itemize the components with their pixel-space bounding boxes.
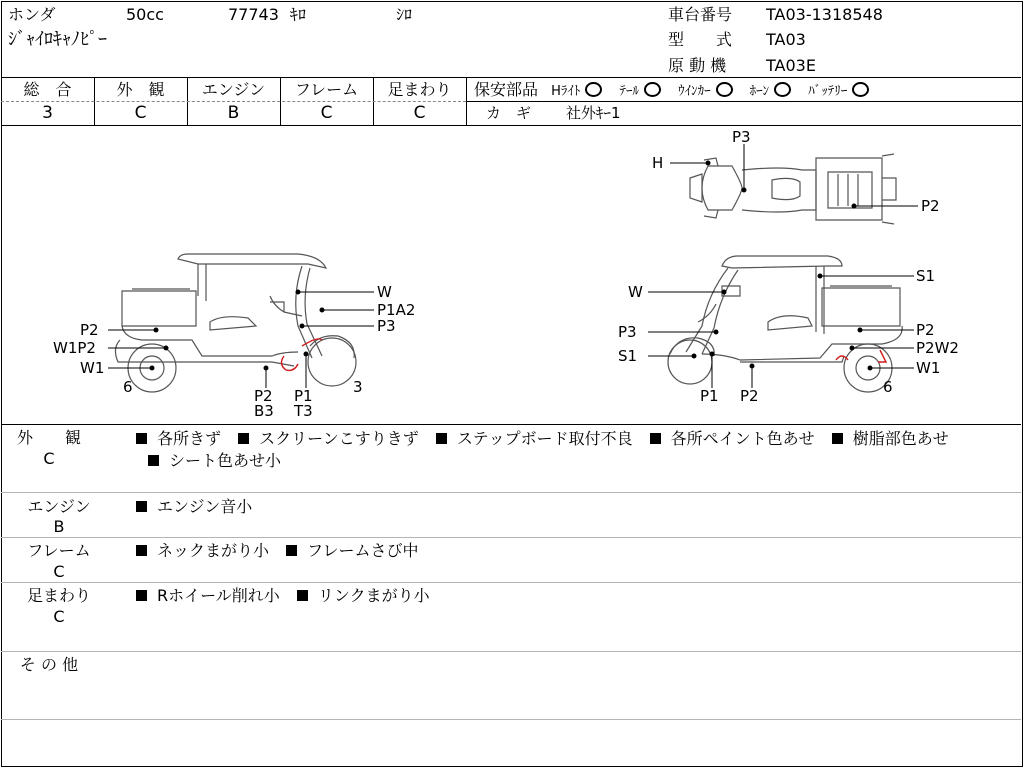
suspension-label: 足まわり xyxy=(387,80,452,99)
horn-label: ﾎｰﾝ xyxy=(749,84,770,99)
key-value: 社外ｷｰ1 xyxy=(566,104,621,122)
defect-text: リンクまがり小 xyxy=(317,586,430,605)
section-exterior-name: 外 観 xyxy=(16,428,81,447)
diagram-label: P3 xyxy=(618,323,637,341)
diagram-label: T3 xyxy=(294,402,313,420)
bullet-square-icon xyxy=(136,545,147,556)
diagram-label: W1P2 xyxy=(53,339,96,357)
ok-circle-icon xyxy=(585,82,602,97)
grade-mid-rule xyxy=(1,101,466,102)
defect-text: 各所きず xyxy=(157,429,222,448)
maker-name: ホンダ xyxy=(8,5,56,24)
ok-circle-icon xyxy=(716,82,733,97)
section-divider xyxy=(1,651,1021,652)
bullet-square-icon xyxy=(148,455,159,466)
top-view-scooter xyxy=(690,154,896,224)
bullet-square-icon xyxy=(436,433,447,444)
section-engine-name: エンジン xyxy=(27,497,91,516)
defect-item xyxy=(226,429,419,448)
defect-item xyxy=(638,429,815,448)
safety-parts-row xyxy=(474,80,869,102)
defect-text: Rホイール削れ小 xyxy=(157,586,280,605)
defect-text: ステップボード取付不良 xyxy=(456,429,633,448)
defect-item xyxy=(136,429,221,448)
headlight-label: Hﾗｲﾄ xyxy=(551,84,581,99)
diagram-label: W1 xyxy=(80,359,105,377)
horn-check xyxy=(750,80,792,102)
diagram-label: P1 xyxy=(294,387,313,405)
defect-item xyxy=(424,429,633,448)
winker-check xyxy=(678,80,733,102)
mileage-unit: ｷﾛ xyxy=(290,5,307,24)
ok-circle-icon xyxy=(644,82,661,97)
headlight-check xyxy=(551,80,602,102)
bullet-square-icon xyxy=(136,501,147,512)
safety-parts-label: 保安部品 xyxy=(474,80,539,99)
battery-label: ﾊﾞｯﾃﾘｰ xyxy=(808,84,848,99)
defect-text: 各所ペイント色あせ xyxy=(670,429,815,448)
defect-text: 樹脂部色あせ xyxy=(852,429,949,448)
engine-code-label: 原 動 機 xyxy=(668,56,727,75)
engine-defects xyxy=(136,496,1016,518)
engine-code: TA03E xyxy=(766,56,816,75)
bullet-square-icon xyxy=(297,590,308,601)
ok-circle-icon xyxy=(774,82,791,97)
section-suspension-grade: C xyxy=(53,607,65,626)
exterior-label: 外 観 xyxy=(116,80,165,99)
section-frame-grade: C xyxy=(53,562,65,581)
frame-label: フレーム xyxy=(294,80,359,99)
diagram-label: P2 xyxy=(921,197,940,215)
side-view-left-scooter xyxy=(115,254,356,392)
diagram-label: P3 xyxy=(377,317,396,335)
header-rule xyxy=(1,77,1021,78)
section-other-name: そ の 他 xyxy=(19,655,79,674)
bullet-square-icon xyxy=(238,433,249,444)
displacement: 50cc xyxy=(126,5,164,24)
defect-text: フレームさび中 xyxy=(307,541,419,560)
section-frame-name: フレーム xyxy=(27,541,91,560)
defect-text: エンジン音小 xyxy=(157,497,253,516)
engine-label: エンジン xyxy=(201,80,266,99)
diagram-label: W xyxy=(628,283,643,301)
diagram-label: P2 xyxy=(916,321,935,339)
section-divider xyxy=(1,582,1021,583)
diagram-label: P2W2 xyxy=(916,339,959,357)
frame-number-label: 車台番号 xyxy=(668,5,733,24)
diagram-label: H xyxy=(652,154,664,172)
diagram-label: 3 xyxy=(353,378,363,396)
damage-mark-right xyxy=(836,350,886,362)
defect-item xyxy=(136,586,280,605)
taillight-check xyxy=(619,80,661,102)
defect-item xyxy=(820,429,949,448)
model-code-label: 型 式 xyxy=(668,30,733,49)
bullet-square-icon xyxy=(650,433,661,444)
winker-label: ｳｲﾝｶｰ xyxy=(678,84,711,99)
frame-grade: C xyxy=(320,103,333,123)
diagram-bottom-rule xyxy=(1,424,1021,425)
diagram-label: B3 xyxy=(254,402,274,420)
section-exterior-grade: C xyxy=(43,449,55,468)
frame-number: TA03-1318548 xyxy=(766,5,883,24)
suspension-defects xyxy=(136,585,1016,607)
diagram-label: 6 xyxy=(883,378,893,396)
body-color: ｼﾛ xyxy=(396,5,413,24)
bullet-square-icon xyxy=(832,433,843,444)
diagram-label: P2 xyxy=(254,387,273,405)
section-divider xyxy=(1,537,1021,538)
defect-item xyxy=(136,497,252,516)
section-engine-grade: B xyxy=(53,517,65,536)
overall-grade: 3 xyxy=(42,103,53,123)
defect-item xyxy=(136,451,281,470)
diagram-label: P1A2 xyxy=(377,301,416,319)
taillight-label: ﾃｰﾙ xyxy=(619,84,639,99)
bullet-square-icon xyxy=(136,590,147,601)
mileage xyxy=(228,5,306,25)
defect-text: シート色あせ小 xyxy=(169,451,282,470)
frame-defects xyxy=(136,540,1016,562)
diagram-label: S1 xyxy=(916,267,936,285)
diagram-label: P2 xyxy=(80,321,99,339)
ok-circle-icon xyxy=(852,82,869,97)
defect-item xyxy=(274,541,418,560)
section-suspension-name: 足まわり xyxy=(26,586,91,605)
defect-text: ネックまがり小 xyxy=(157,541,270,560)
model-name: ｼﾞｬｲﾛｷｬﾉﾋﾟｰ xyxy=(8,29,107,50)
defect-item xyxy=(285,586,430,605)
mileage-value: 77743 xyxy=(228,5,279,24)
diagram-label: S1 xyxy=(618,347,638,365)
model-code: TA03 xyxy=(766,30,806,49)
exterior-defects xyxy=(136,428,1016,472)
section-divider xyxy=(1,719,1021,720)
key-label: カ ギ xyxy=(486,104,532,122)
engine-grade: B xyxy=(227,103,240,123)
damage-diagram xyxy=(2,126,1020,424)
battery-check xyxy=(808,80,869,102)
suspension-grade: C xyxy=(413,103,426,123)
diagram-label: P2 xyxy=(740,387,759,405)
diagram-label: P1 xyxy=(700,387,719,405)
section-divider xyxy=(1,492,1021,493)
diagram-label: W1 xyxy=(916,359,941,377)
overall-label: 総 合 xyxy=(23,80,72,99)
defect-text: スクリーンこすりきず xyxy=(259,429,419,448)
bullet-square-icon xyxy=(286,545,297,556)
defect-item xyxy=(136,541,269,560)
diagram-label: P3 xyxy=(732,128,751,146)
exterior-grade: C xyxy=(134,103,147,123)
diagram-label: W xyxy=(377,283,392,301)
diagram-label: 6 xyxy=(123,378,133,396)
bullet-square-icon xyxy=(136,433,147,444)
